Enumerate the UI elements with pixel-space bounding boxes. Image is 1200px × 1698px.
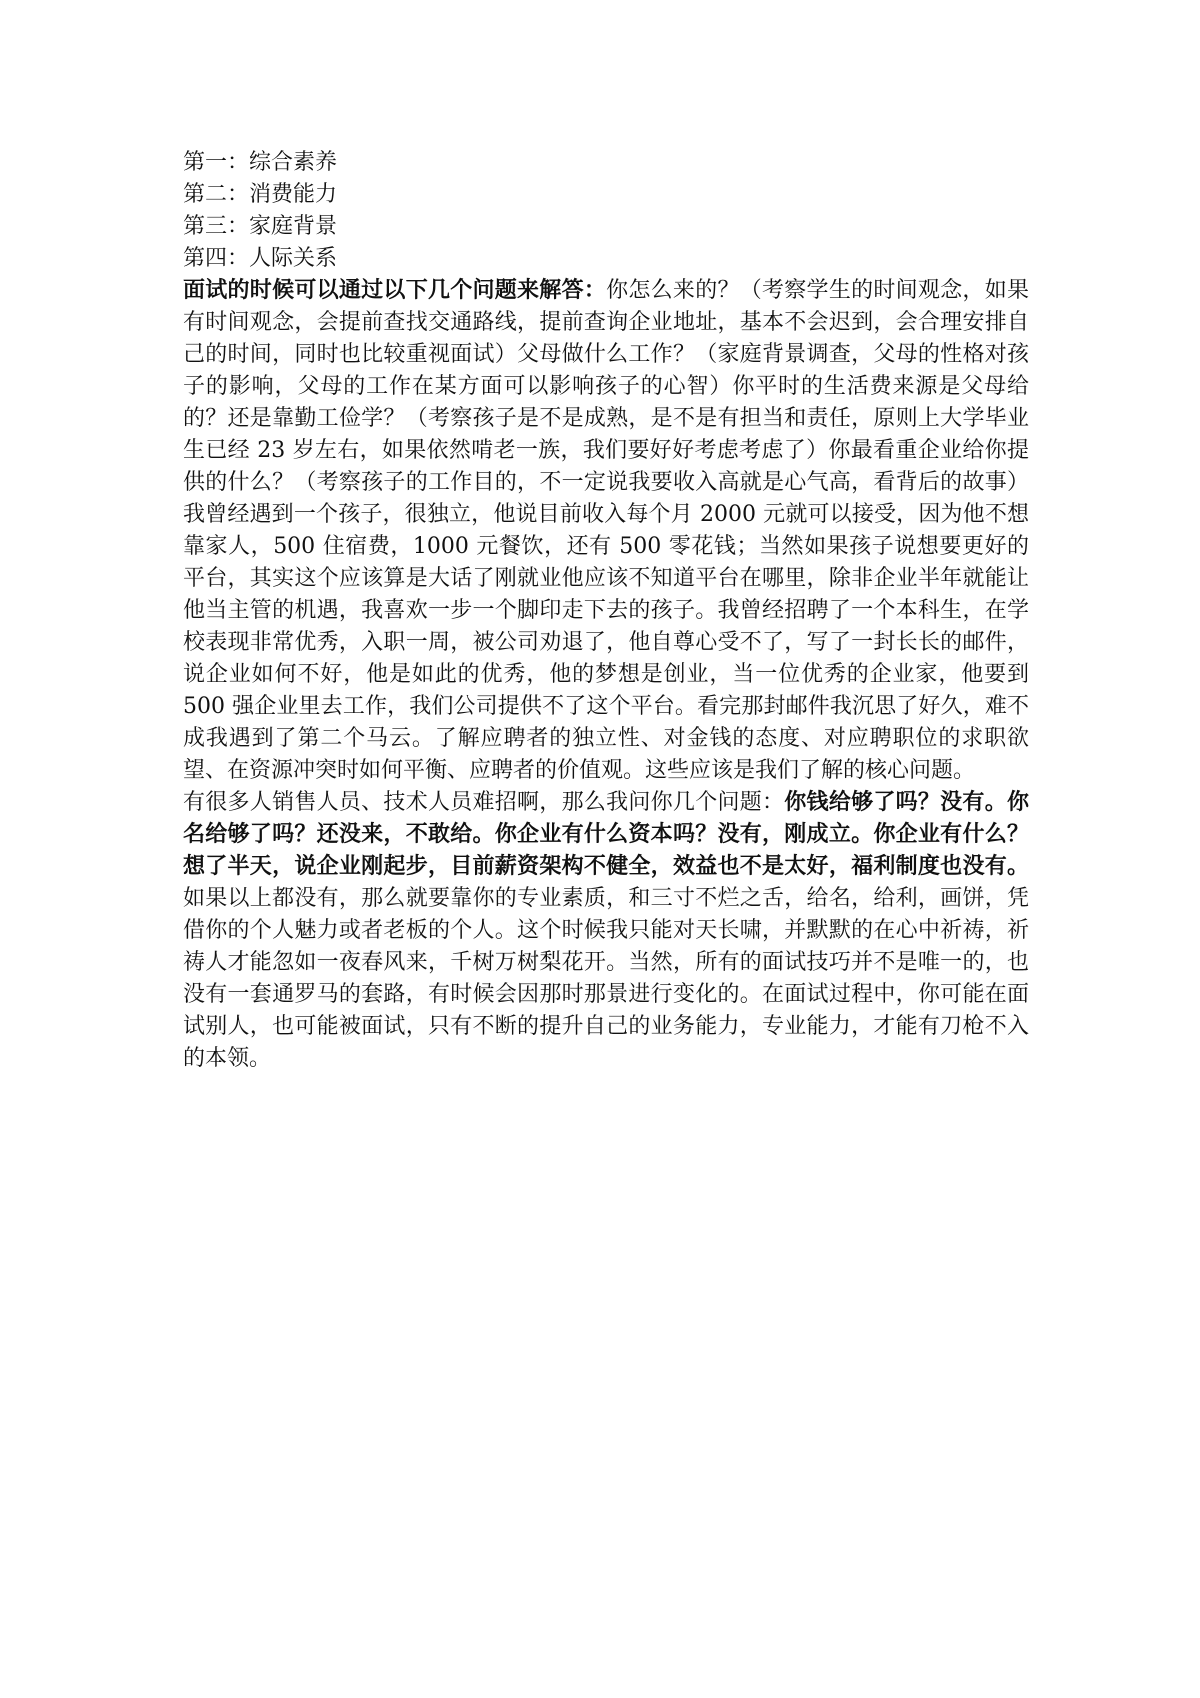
paragraph-interview-questions [183, 275, 1029, 787]
list-item: 第一：综合素养 [183, 150, 338, 175]
paragraph-intro: 有很多人销售人员、技术人员难招啊，那么我问你几个问题： [183, 790, 785, 815]
paragraph-lead-bold: 面试的时候可以通过以下几个问题来解答： [183, 278, 607, 303]
list-item: 第四：人际关系 [183, 246, 338, 271]
paragraph-bold-qa: 你钱给够了吗？没有。你名给够了吗？还没来，不敢给。你企业有什么资本吗？没有，刚成立。你企业有什么？想了半天，说企业刚起步，目前薪资架构不健全，效益也不是太好，福利制度也没有。 [183, 790, 1029, 879]
list-item: 第三：家庭背景 [183, 214, 338, 239]
list-item: 第二：消费能力 [183, 182, 338, 207]
paragraph-rest: 如果以上都没有，那么就要靠你的专业素质，和三寸不烂之舌，给名，给利，画饼，凭借你的个人魅力或者老板的个人。这个时候我只能对天长啸，并默默的在心中祈祷，祈祷人才能忽如一夜春风来，千树万树梨花开。当然，所有的面试技巧并不是唯一的，也没有一套通罗马的套路，有时候会因那时那景进行变化的。在面试过程中，你可能在面试别人，也可能被面试，只有不断的提升自己的业务能力，专业能力，才能有刀枪不入的本领。 [183, 886, 1029, 1071]
paragraph-body: 你怎么来的？（考察学生的时间观念，如果有时间观念，会提前查找交通路线，提前查询企业地址，基本不会迟到，会合理安排自己的时间，同时也比较重视面试）父母做什么工作？（家庭背景调查，父母的性格对孩子的影响，父母的工作在某方面可以影响孩子的心智）你平时的生活费来源是父母给的？还是靠勤工俭学？（考察孩子是不是成熟，是不是有担当和责任，原则上大学毕业生已经 23 岁左右，如果依然啃老一族，我们要好好考虑考虑了）你最看重企业给你提供的什么？（考察孩子的工作目的，不一定说我要收入高就是心气高，看背后的故事）我曾经遇到一个孩子，很独立，他说目前收入每个月 2000 元就可以接受，因为他不想靠家人，500 住宿费，1000 元餐饮，还有 500 零花钱；当然如果孩子说想要更好的平台，其实这个应该算是大话了刚就业他应该不知道平台在哪里，除非企业半年就能让他当主管的机遇，我喜欢一步一个脚印走下去的孩子。我曾经招聘了一个本科生，在学校表现非常优秀，入职一周，被公司劝退了，他自尊心受不了，写了一封长长的邮件，说企业如何不好，他是如此的优秀，他的梦想是创业，当一位优秀的企业家，他要到 500 强企业里去工作，我们公司提供不了这个平台。看完那封邮件我沉思了好久，难不成我遇到了第二个马云。了解应聘者的独立性、对金钱的态度、对应聘职位的求职欲望、在资源冲突时如何平衡、应聘者的价值观。这些应该是我们了解的核心问题。 [183, 278, 1029, 783]
document-body [183, 147, 1029, 1075]
paragraph-recruiting [183, 787, 1029, 1075]
